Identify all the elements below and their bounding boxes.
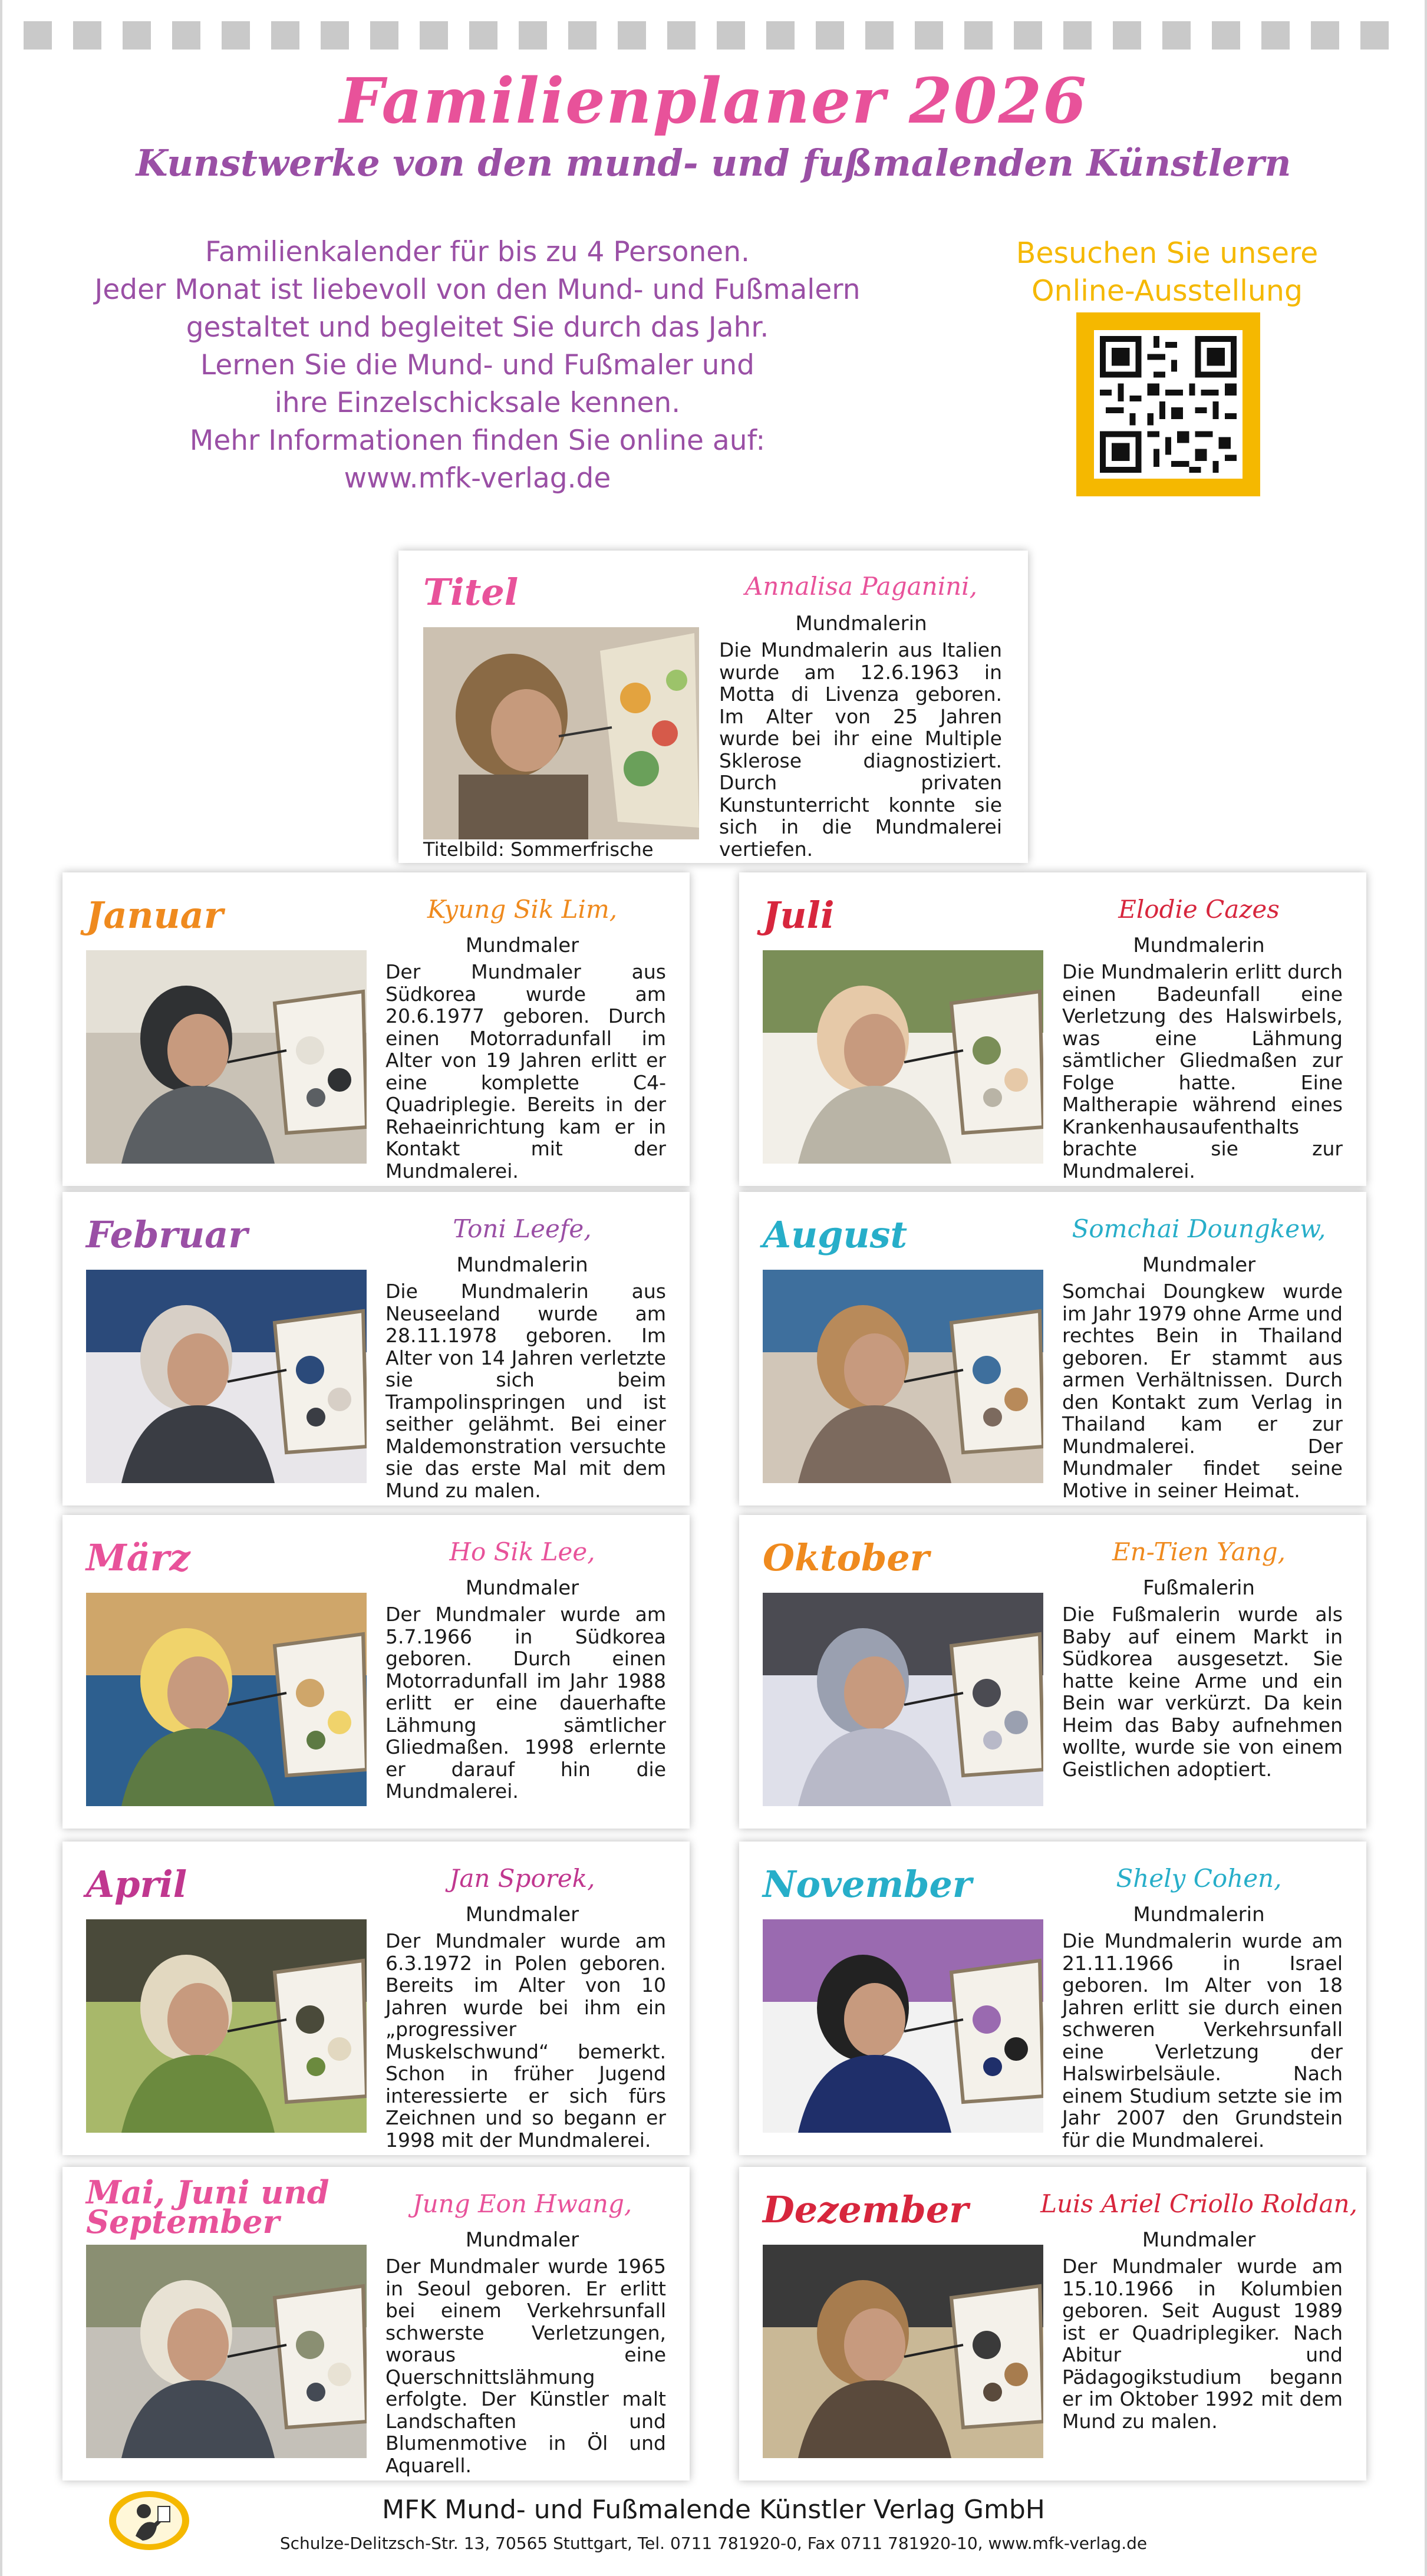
binding-square [420, 21, 448, 50]
month-label: Juli [763, 894, 835, 937]
binding-square [222, 21, 250, 50]
artist-name: Luis Ariel Criollo Roldan, [1040, 2189, 1357, 2218]
artist-bio: Der Mundmaler wurde 1965 in Seoul geboren. Er erlitt bei einem Verkehrsunfall schwerste Verletzungen, woraus eine Querschnittslähmung erfolgte. Der Künstler malt Landschaften und Blumenmotive in Öl und Aquarell. [385, 2255, 666, 2477]
month-card [62, 872, 690, 1186]
binding-square [519, 21, 547, 50]
binding-square [24, 21, 52, 50]
artist-photo [763, 2245, 1043, 2458]
binding-square [1014, 21, 1042, 50]
visit-exhibition-text [978, 235, 1356, 310]
binding-square [469, 21, 497, 50]
month-label: Mai, Juni und September [86, 2173, 329, 2241]
artist-name: Shely Cohen, [1116, 1864, 1282, 1893]
intro-line: gestaltet und begleitet Sie durch das Jahr. [186, 311, 769, 344]
title-card [398, 551, 1028, 863]
photo-caption: Titelbild: Sommerfrische [423, 838, 654, 861]
artist-bio: Der Mundmaler wurde am 15.10.1966 in Kolumbien geboren. Seit August 1989 ist er Quadriplegiker. Nach Abitur und Pädagogikstudium begann er im Oktober 1992 mit dem Mund zu malen. [1062, 2255, 1343, 2433]
artist-name: Ho Sik Lee, [449, 1537, 595, 1566]
qr-code[interactable] [1076, 312, 1260, 496]
intro-text [71, 233, 884, 498]
artist-photo [86, 2245, 367, 2458]
binding-square [915, 21, 943, 50]
month-label: Februar [86, 1213, 248, 1256]
month-label: April [86, 1863, 187, 1906]
binding-square [1162, 21, 1191, 50]
artist-name: Toni Leefe, [453, 1214, 592, 1243]
binding-square [172, 21, 200, 50]
artist-name: Jung Eon Hwang, [412, 2189, 632, 2218]
binding-square [766, 21, 795, 50]
binding-square [568, 21, 596, 50]
visit-line: Besuchen Sie unsere [1016, 236, 1319, 270]
binding-square [865, 21, 894, 50]
artist-role: Fußmalerin [1143, 1576, 1255, 1600]
intro-line: Lernen Sie die Mund- und Fußmaler und [200, 349, 754, 381]
artist-role: Mundmaler [465, 2228, 579, 2252]
artist-role: Mundmalerin [1133, 1903, 1265, 1926]
artist-name: En-Tien Yang, [1112, 1537, 1286, 1566]
intro-line: ihre Einzelschicksale kennen. [274, 387, 681, 419]
artist-name: Elodie Cazes [1118, 895, 1280, 924]
artist-name: Somchai Doungkew, [1072, 1214, 1326, 1243]
month-label: März [86, 1536, 190, 1579]
artist-bio: Die Mundmalerin wurde am 21.11.1966 in Israel geboren. Im Alter von 18 Jahren erlitt sie durch einen schweren Verkehrsunfall eine Verletzung der Halswirbelsäule. Nach einem Studium setzte sie im Jahr 2007 den Grundstein für die Mundmalerei. [1062, 1929, 1343, 2152]
artist-photo [763, 1270, 1043, 1483]
artist-bio: Die Mundmalerin aus Italien wurde am 12.6.1963 in Motta di Livenza geboren. Im Alter von 25 Jahren wurde bei ihr eine Multiple Sklerose diagnostiziert. Durch privaten Kunstunterricht konnte sie sich in die Mundmalerei vertiefen. [719, 638, 1002, 861]
left-border [0, 0, 2, 2576]
month-label: Januar [86, 894, 223, 937]
binding-square [271, 21, 299, 50]
intro-line: Familienkalender für bis zu 4 Personen. [205, 236, 750, 268]
binding-square [717, 21, 745, 50]
artist-photo [86, 950, 367, 1164]
artist-role: Mundmaler [1142, 2228, 1256, 2252]
artist-name: Annalisa Paganini, [745, 572, 977, 601]
binding-square [1261, 21, 1290, 50]
artist-bio: Der Mundmaler wurde am 6.3.1972 in Polen geboren. Bereits im Alter von 10 Jahren wurde bei ihm ein „progressiver Muskelschwund“ bemerkt. Schon in früher Jugend interessierte er sich fürs Zeichnen und so begann er 1998 mit der Mundmalerei. [385, 1929, 666, 2152]
binding-square [73, 21, 101, 50]
page-subtitle: Kunstwerke von den mund- und fußmalenden Künstlern [136, 141, 1291, 185]
month-card [739, 1842, 1366, 2155]
month-label: August [763, 1213, 908, 1256]
month-card [739, 872, 1366, 1186]
visit-line: Online-Ausstellung [1031, 274, 1303, 308]
binding-square [964, 21, 993, 50]
artist-photo [86, 1270, 367, 1483]
month-label: November [763, 1863, 972, 1906]
binding-square [321, 21, 349, 50]
artist-photo [763, 950, 1043, 1164]
artist-bio: Der Mundmaler aus Südkorea wurde am 20.6.1977 geboren. Durch einen Motorradunfall im Alter von 19 Jahren erlitt er eine komplette C4-Quadriplegie. Bereits in der Rehaeinrichtung kam er in Kontakt mit der Mundmalerei. [385, 960, 666, 1182]
artist-role: Mundmaler [465, 1576, 579, 1600]
artist-bio: Somchai Doungkew wurde im Jahr 1979 ohne Arme und rechtes Bein in Thailand geboren. Er stammt aus armen Verhältnissen. Durch den Kontakt zum Verlag in Thailand kam er zur Mundmalerei. Der Mundmaler findet seine Motive in seiner Heimat. [1062, 1280, 1343, 1502]
month-card [62, 2167, 690, 2481]
binding-square [123, 21, 151, 50]
month-card [62, 1842, 690, 2155]
binding-square [370, 21, 398, 50]
binding-square [618, 21, 646, 50]
artist-bio: Der Mundmaler wurde am 5.7.1966 in Südkorea geboren. Durch einen Motorradunfall im Jahr 1988 erlitt er eine dauerhafte Lähmung sämtlicher Gliedmaßen. 1998 erlernte er darauf hin die Mundmalerei. [385, 1603, 666, 1803]
binding-square [1113, 21, 1141, 50]
publisher-address: Schulze-Delitzsch-Str. 13, 70565 Stuttgart, Tel. 0711 781920-0, Fax 0711 781920-10, www.mfk-verlag.de [279, 2534, 1148, 2553]
month-card [739, 2167, 1366, 2481]
artist-role: Mundmaler [465, 934, 579, 957]
binding-square [1063, 21, 1092, 50]
title-card-label: Titel [423, 571, 519, 614]
intro-line: Mehr Informationen finden Sie online auf: [189, 424, 766, 457]
artist-photo [86, 1593, 367, 1806]
qr-code-icon [1094, 330, 1243, 479]
month-label: Oktober [763, 1536, 930, 1579]
month-card [62, 1515, 690, 1829]
artist-bio: Die Mundmalerin aus Neuseeland wurde am 28.11.1978 geboren. Im Alter von 14 Jahren verletzte sie sich beim Trampolinspringen und ist seither gelähmt. Bei einer Maldemonstration versuchte sie das erste Mal mit dem Mund zu malen. [385, 1280, 666, 1502]
artist-photo [763, 1593, 1043, 1806]
month-card [739, 1192, 1366, 1506]
artist-bio: Die Mundmalerin erlitt durch einen Badeunfall eine Verletzung des Halswirbels, was eine Lähmung sämtlicher Gliedmaßen zur Folge hatte. Eine Maltherapie während eines Krankenhausaufenthalts brachte sie zur Mundmalerei. [1062, 960, 1343, 1182]
artist-name: Jan Sporek, [449, 1864, 595, 1893]
month-card [739, 1515, 1366, 1829]
artist-role: Mundmaler [1142, 1253, 1256, 1277]
artist-bio: Die Fußmalerin wurde als Baby auf einem Markt in Südkorea ausgesetzt. Sie hatte keine Arme und ein Bein war verkürzt. Da kein Heim das Baby aufnehmen wollte, wurde sie von einem Geistlichen adoptiert. [1062, 1603, 1343, 1781]
right-border [1425, 0, 1427, 2576]
artist-name: Kyung Sik Lim, [427, 895, 618, 924]
artist-photo [763, 1919, 1043, 2133]
artist-role: Mundmalerin [1133, 934, 1265, 957]
page-title: Familienplaner 2026 [340, 64, 1087, 137]
binding-square [816, 21, 844, 50]
artist-photo [86, 1919, 367, 2133]
painter-photo [423, 627, 699, 839]
intro-line: Jeder Monat ist liebevoll von den Mund- und Fußmalern [94, 274, 861, 306]
month-card [62, 1192, 690, 1506]
binding-square [1311, 21, 1339, 50]
month-label: Dezember [763, 2188, 968, 2231]
artist-role: Mundmalerin [795, 612, 927, 635]
artist-role: Mundmaler [465, 1903, 579, 1926]
calendar-binding-edge [0, 0, 1427, 57]
binding-square [667, 21, 696, 50]
binding-square [1360, 21, 1389, 50]
website-link[interactable]: www.mfk-verlag.de [344, 462, 611, 495]
artist-role: Mundmalerin [456, 1253, 588, 1277]
publisher-name: MFK Mund- und Fußmalende Künstler Verlag GmbH [382, 2495, 1045, 2525]
binding-square [1212, 21, 1240, 50]
